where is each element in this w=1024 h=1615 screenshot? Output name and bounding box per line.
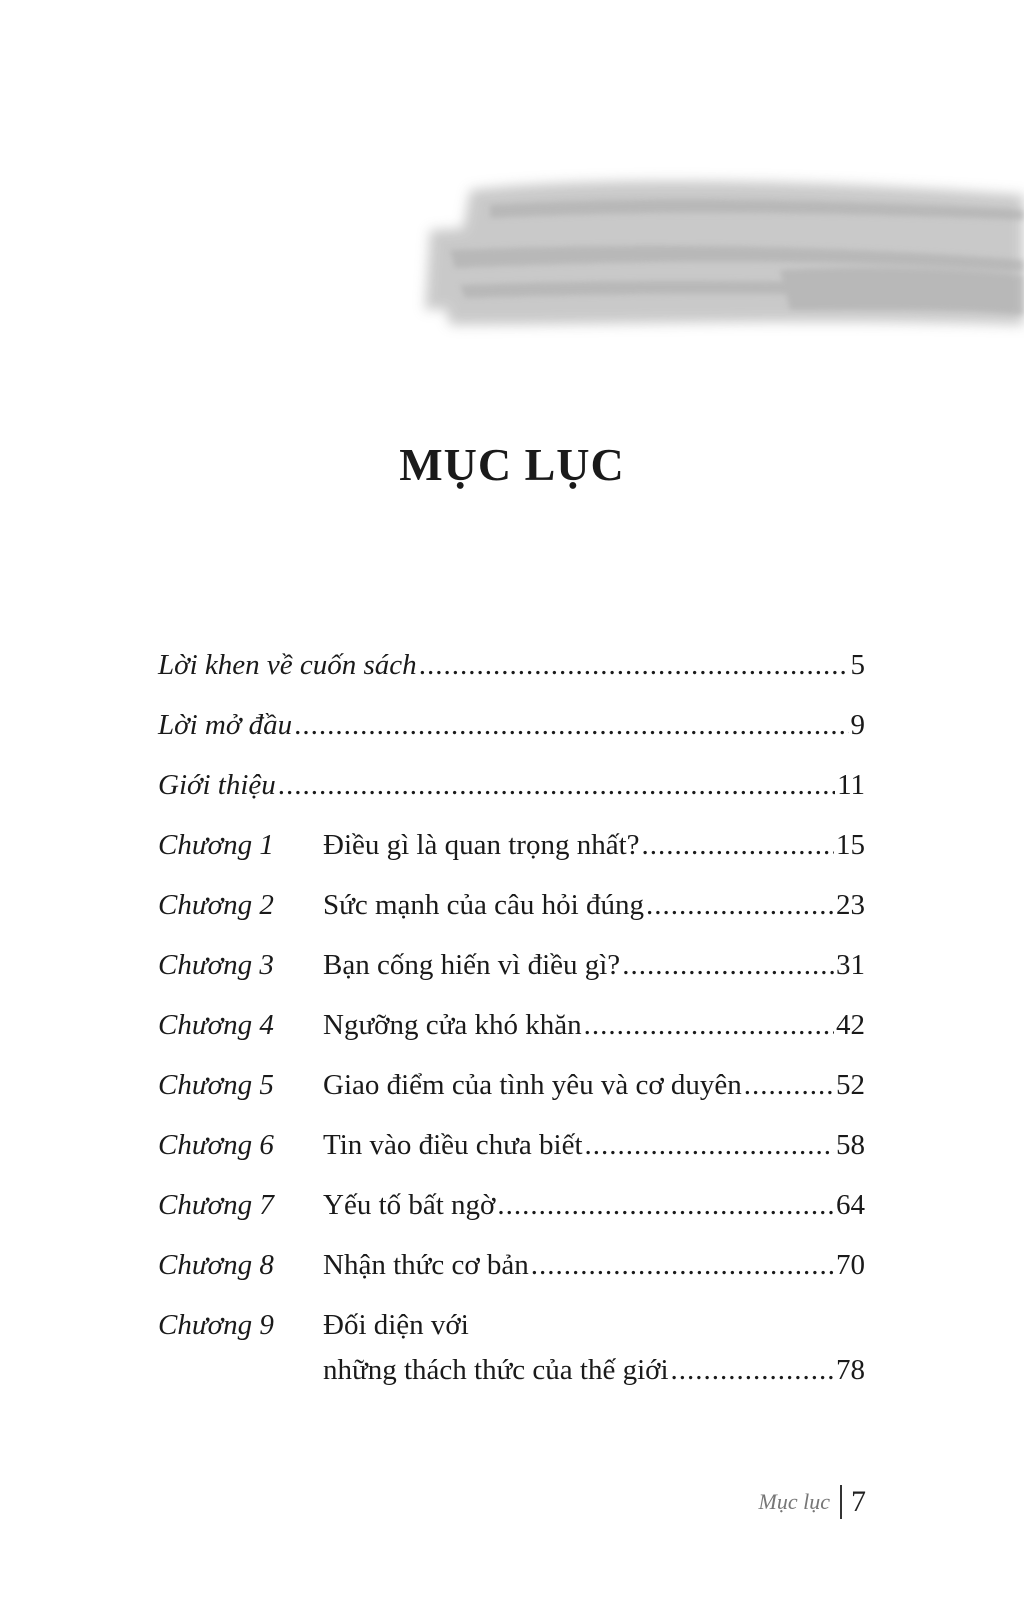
chapter-title: Ngưỡng cửa khó khăn [323, 1009, 582, 1041]
chapter-page: 42 [836, 1009, 865, 1041]
toc-entry-title: Lời mở đầu [158, 709, 293, 741]
footer-section-label: Mục lục [758, 1489, 830, 1514]
toc-entry-chapter-9-cont[interactable] [158, 1350, 865, 1390]
page-title: MỤC LỤC [399, 439, 625, 490]
dot-leader [622, 945, 834, 985]
chapter-title-line1: Đối diện với [323, 1309, 469, 1341]
toc-entry-chapter-8[interactable] [158, 1245, 865, 1285]
chapter-label: Chương 7 [158, 1189, 274, 1221]
toc-entry-front-2[interactable] [158, 705, 865, 745]
dot-leader [671, 1350, 834, 1390]
chapter-title: Sức mạnh của câu hỏi đúng [323, 889, 644, 921]
chapter-page: 58 [836, 1129, 865, 1161]
chapter-page: 15 [836, 829, 865, 861]
toc-entry-chapter-9[interactable] [158, 1305, 865, 1345]
chapter-label: Chương 3 [158, 949, 274, 981]
toc-entry-title: Lời khen về cuốn sách [158, 649, 417, 681]
toc-entry-page: 9 [850, 709, 865, 741]
chapter-title: Yếu tố bất ngờ [323, 1189, 496, 1221]
chapter-label: Chương 4 [158, 1009, 274, 1041]
dot-leader [642, 825, 835, 865]
footer-divider [840, 1485, 842, 1519]
dot-leader [744, 1065, 834, 1105]
chapter-page: 23 [836, 889, 865, 921]
chapter-title: Tin vào điều chưa biết [323, 1129, 583, 1161]
chapter-title: Giao điểm của tình yêu và cơ duyên [323, 1069, 742, 1101]
chapter-label: Chương 9 [158, 1309, 274, 1341]
dot-leader [294, 705, 848, 745]
chapter-label: Chương 5 [158, 1069, 274, 1101]
toc-entry-front-3[interactable] [158, 765, 865, 805]
chapter-page: 78 [836, 1354, 865, 1386]
dot-leader [278, 765, 835, 805]
toc-entry-page: 5 [850, 649, 865, 681]
brush-stroke-decoration [400, 150, 1024, 390]
chapter-title: Điều gì là quan trọng nhất? [323, 829, 640, 861]
chapter-page: 64 [836, 1189, 865, 1221]
toc-entry-chapter-7[interactable] [158, 1185, 865, 1225]
footer-page-number: 7 [851, 1485, 866, 1518]
chapter-page: 52 [836, 1069, 865, 1101]
toc-entry-chapter-4[interactable] [158, 1005, 865, 1045]
chapter-title-line2: những thách thức của thế giới [323, 1354, 669, 1386]
chapter-title: Nhận thức cơ bản [323, 1249, 529, 1281]
toc-entry-page: 11 [837, 769, 865, 801]
dot-leader [646, 885, 834, 925]
page-footer [759, 1482, 866, 1522]
toc-entry-chapter-2[interactable] [158, 885, 865, 925]
dot-leader [584, 1005, 834, 1045]
dot-leader [585, 1125, 835, 1165]
dot-leader [419, 645, 849, 685]
toc-entry-front-1[interactable] [158, 645, 865, 685]
chapter-label: Chương 1 [158, 829, 274, 861]
toc-entry-chapter-5[interactable] [158, 1065, 865, 1105]
toc-entry-chapter-3[interactable] [158, 945, 865, 985]
dot-leader [497, 1185, 834, 1225]
chapter-label: Chương 6 [158, 1129, 274, 1161]
dot-leader [531, 1245, 834, 1285]
chapter-title: Bạn cống hiến vì điều gì? [323, 949, 621, 981]
toc-entry-chapter-1[interactable] [158, 825, 865, 865]
chapter-label: Chương 8 [158, 1249, 274, 1281]
chapter-page: 31 [836, 949, 865, 981]
toc-entry-title: Giới thiệu [158, 769, 276, 801]
chapter-page: 70 [836, 1249, 865, 1281]
toc-entry-chapter-6[interactable] [158, 1125, 865, 1165]
chapter-label: Chương 2 [158, 889, 274, 921]
